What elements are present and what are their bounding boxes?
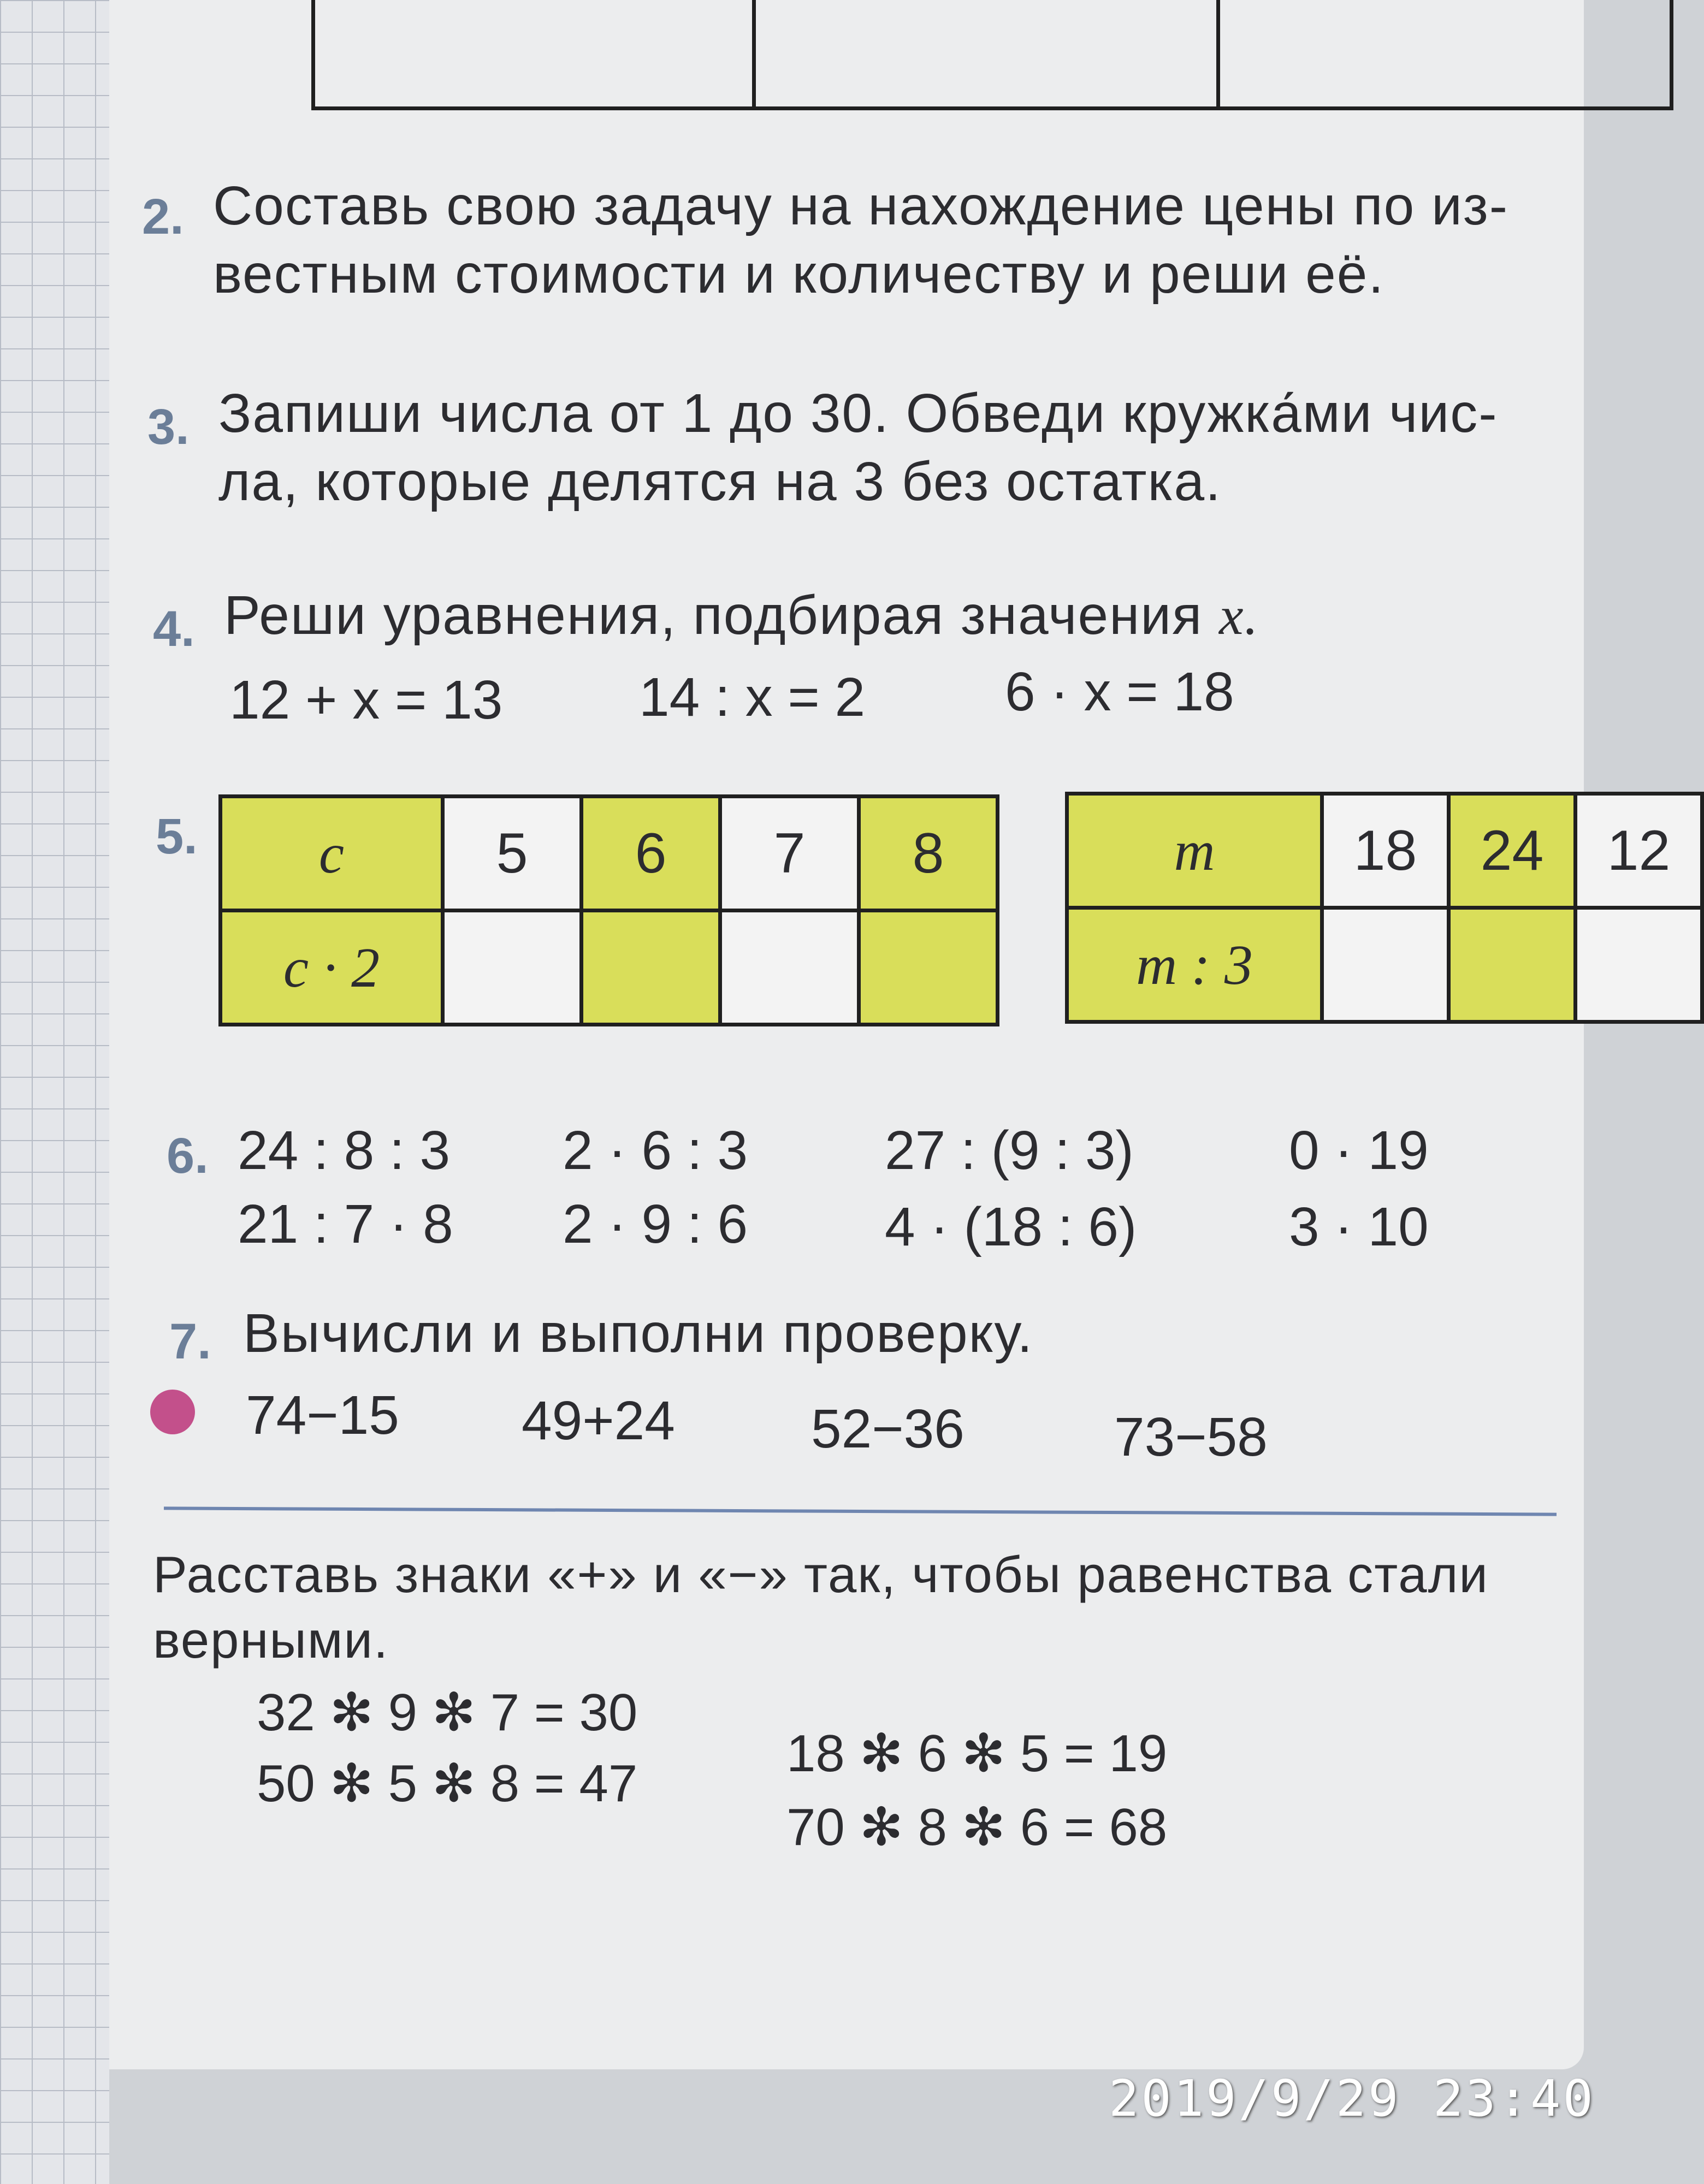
- sign-equation: 50 ✻ 5 ✻ 8 = 47: [257, 1754, 638, 1813]
- bonus-line-1: Расставь знаки «+» и «−» так, чтобы равенства стали: [153, 1546, 1489, 1603]
- task-2-line-1: Составь свою задачу на нахождение цены по из-: [213, 175, 1509, 236]
- table-c-value: 6: [582, 797, 720, 911]
- equation-2: 14 : x = 2: [639, 667, 866, 728]
- task-2-number: 2.: [142, 189, 184, 245]
- table-c-answer-cell[interactable]: [859, 911, 998, 1025]
- table-m-answer-cell[interactable]: [1576, 908, 1702, 1022]
- expression: 24 : 8 : 3: [238, 1120, 451, 1181]
- bonus-line-2: верными.: [153, 1611, 389, 1669]
- equation-3: 6 · x = 18: [1005, 661, 1234, 722]
- table-c-value: 5: [443, 797, 582, 911]
- table-c-value: 8: [859, 797, 998, 911]
- expression: 2 · 6 : 3: [563, 1120, 748, 1181]
- expression: 52−36: [811, 1398, 965, 1459]
- grid-paper-strip: [0, 0, 109, 2184]
- table-m: [1065, 792, 1704, 1024]
- table-m-answer-cell[interactable]: [1449, 908, 1576, 1022]
- expression: 49+24: [522, 1390, 675, 1451]
- task-3-line-2: ла, которые делятся на 3 без остатка.: [218, 451, 1222, 512]
- expression: 27 : (9 : 3): [885, 1120, 1134, 1181]
- top-table-fragment: [311, 0, 1673, 110]
- sign-equation: 32 ✻ 9 ✻ 7 = 30: [257, 1683, 638, 1742]
- table-m-answer-cell[interactable]: [1322, 908, 1449, 1022]
- table-c-header-c-times-2: c · 2: [221, 911, 443, 1025]
- expression: 74−15: [246, 1385, 399, 1446]
- expression: 73−58: [1114, 1406, 1268, 1468]
- photo-timestamp: 2019/9/29 23:40: [1109, 2069, 1595, 2128]
- task-3-line-1: Запиши числа от 1 до 30. Обведи кружка́ми чис-: [218, 383, 1498, 444]
- task-2-line-2: вестным стоимости и количеству и реши её.: [213, 244, 1385, 305]
- sign-equation: 70 ✻ 8 ✻ 6 = 68: [786, 1798, 1168, 1856]
- expression: 0 · 19: [1289, 1120, 1429, 1181]
- table-c-answer-cell[interactable]: [443, 911, 582, 1025]
- table-c-value: 7: [720, 797, 859, 911]
- bullet-dot-icon: [150, 1390, 195, 1434]
- task-3-number: 3.: [147, 399, 190, 455]
- task-6-number: 6.: [167, 1128, 209, 1184]
- task-7-number: 7.: [169, 1314, 211, 1369]
- table-c-answer-cell[interactable]: [720, 911, 859, 1025]
- expression: 3 · 10: [1289, 1196, 1429, 1257]
- table-m-value: 24: [1449, 794, 1576, 908]
- task-4-text: Реши уравнения, подбирая значения x.: [224, 585, 1259, 646]
- section-divider: [164, 1506, 1557, 1516]
- expression: 4 · (18 : 6): [885, 1196, 1137, 1257]
- table-m-value: 18: [1322, 794, 1449, 908]
- task-4-number: 4.: [153, 601, 195, 657]
- expression: 2 · 9 : 6: [563, 1194, 748, 1255]
- expression: 21 : 7 · 8: [238, 1194, 453, 1255]
- table-m-value: 12: [1576, 794, 1702, 908]
- workbook-page: [109, 0, 1671, 2069]
- table-c-header-c: c: [221, 797, 443, 911]
- table-c-answer-cell[interactable]: [582, 911, 720, 1025]
- task-5-number: 5.: [156, 809, 198, 864]
- task-7-text: Вычисли и выполни проверку.: [243, 1303, 1034, 1364]
- table-m-header-m: m: [1067, 794, 1322, 908]
- table-c: [218, 794, 999, 1026]
- equation-1: 12 + x = 13: [229, 669, 503, 731]
- sign-equation: 18 ✻ 6 ✻ 5 = 19: [786, 1724, 1168, 1783]
- table-m-header-m-div-3: m : 3: [1067, 908, 1322, 1022]
